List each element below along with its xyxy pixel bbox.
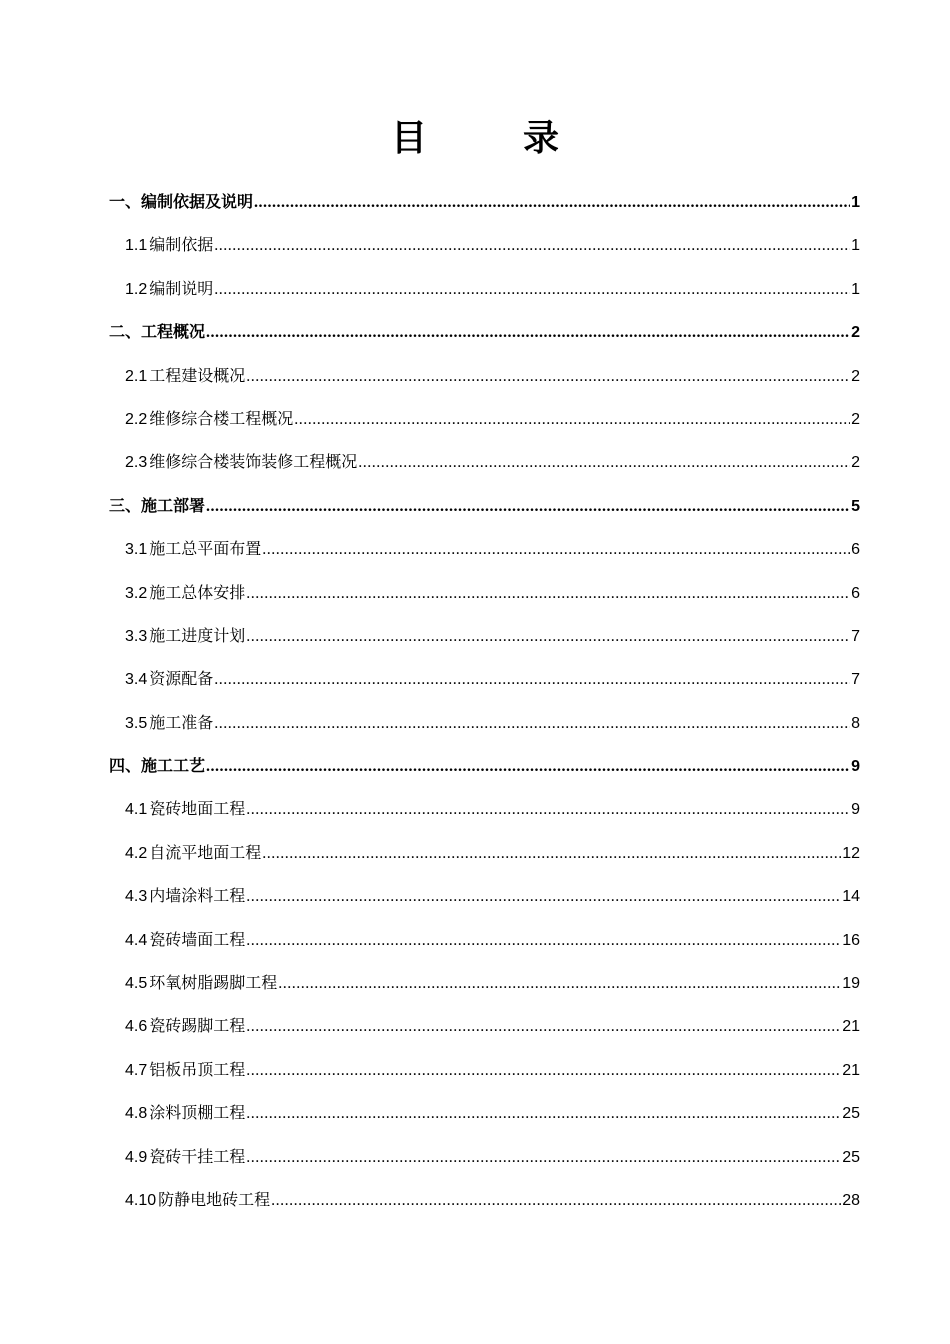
toc-entry[interactable] <box>109 223 860 266</box>
toc-entry-page-number: 1 <box>851 280 860 298</box>
toc-entry[interactable] <box>109 614 860 657</box>
toc-entry-label <box>125 354 245 398</box>
toc-entry-number: 2.2 <box>125 410 148 428</box>
toc-entry[interactable] <box>109 440 860 483</box>
toc-entry[interactable] <box>109 874 860 917</box>
dot-leader <box>246 875 841 918</box>
toc-entry-page-number: 2 <box>851 324 860 342</box>
toc-entry-text: 瓷砖踢脚工程 <box>149 1016 246 1036</box>
toc-entry-page-number: 1 <box>851 237 860 255</box>
dot-leader <box>246 788 850 831</box>
toc-entry[interactable] <box>109 918 860 961</box>
toc-entry-text: 一、编制依据及说明 <box>109 192 254 211</box>
toc-entry-label <box>125 1135 245 1179</box>
dot-leader <box>358 441 850 484</box>
toc-entry[interactable] <box>109 527 860 570</box>
dot-leader <box>278 962 841 1005</box>
toc-entry-number: 3.3 <box>125 627 148 645</box>
toc-entry-number: 1.2 <box>125 280 148 298</box>
toc-entry-page-number: 16 <box>842 931 860 949</box>
dot-leader <box>246 1136 841 1179</box>
toc-entry[interactable] <box>109 961 860 1004</box>
toc-entry-text: 施工总体安排 <box>149 582 246 602</box>
dot-leader <box>262 528 850 571</box>
toc-entry[interactable] <box>109 1091 860 1134</box>
toc-entry-text: 铝板吊顶工程 <box>149 1059 246 1079</box>
toc-entry-label <box>125 701 213 745</box>
dot-leader <box>214 268 850 311</box>
toc-entry[interactable] <box>109 484 860 527</box>
dot-leader <box>254 181 850 224</box>
toc-entry-text: 工程建设概况 <box>149 365 246 385</box>
toc-entry-label <box>125 397 293 441</box>
toc-entry-page-number: 1 <box>851 194 860 211</box>
toc-entry[interactable] <box>109 267 860 310</box>
dot-leader <box>214 224 850 267</box>
toc-entry-text: 维修综合楼工程概况 <box>149 408 294 428</box>
toc-entry[interactable] <box>109 310 860 353</box>
toc-entry-page-number: 25 <box>842 1105 860 1123</box>
toc-entry-label <box>125 527 261 571</box>
dot-leader <box>206 745 850 788</box>
dot-leader <box>262 832 841 875</box>
toc-entry-label <box>125 223 213 267</box>
toc-entry-page-number: 2 <box>851 410 860 428</box>
toc-entry[interactable] <box>109 831 860 874</box>
toc-entry-page-number: 25 <box>842 1148 860 1166</box>
toc-entry-page-number: 21 <box>842 1061 860 1079</box>
toc-entry-number: 4.8 <box>125 1105 148 1123</box>
toc-entry-label <box>125 657 213 701</box>
toc-entry-page-number: 9 <box>851 758 860 776</box>
toc-entry-number: 4.2 <box>125 844 148 862</box>
toc-entry-page-number: 7 <box>851 671 860 689</box>
dot-leader <box>246 615 850 658</box>
toc-entry-label <box>125 267 213 311</box>
toc-entry-label <box>125 961 277 1005</box>
toc-entry-page-number: 14 <box>842 888 860 906</box>
toc-entry-number: 3.2 <box>125 584 148 602</box>
dot-leader <box>246 1049 841 1092</box>
toc-entry-page-number: 8 <box>851 714 860 732</box>
toc-entry-text: 施工进度计划 <box>149 625 246 645</box>
dot-leader <box>246 355 850 398</box>
dot-leader <box>246 1092 841 1135</box>
toc-entry-number: 4.9 <box>125 1148 148 1166</box>
toc-entry[interactable] <box>109 397 860 440</box>
toc-entry-label <box>109 484 205 527</box>
toc-entry-text: 环氧树脂踢脚工程 <box>149 973 278 993</box>
toc-entry-label <box>125 1178 270 1222</box>
toc-entry-page-number: 7 <box>851 627 860 645</box>
toc-entry-label <box>125 1091 245 1135</box>
toc-entry[interactable] <box>109 354 860 397</box>
toc-entry-page-number: 28 <box>842 1191 860 1209</box>
dot-leader <box>206 485 850 528</box>
toc-entry-label <box>125 1004 245 1048</box>
toc-entry-text: 涂料顶棚工程 <box>149 1103 246 1123</box>
toc-entry-number: 3.4 <box>125 671 148 689</box>
dot-leader <box>246 1005 841 1048</box>
toc-entry-number: 4.4 <box>125 931 148 949</box>
toc-entry-text: 瓷砖墙面工程 <box>149 929 246 949</box>
toc-entry-label <box>109 310 205 353</box>
toc-entry-label <box>109 744 205 787</box>
toc-entry[interactable] <box>109 657 860 700</box>
toc-entry-text: 资源配备 <box>149 669 214 689</box>
toc-entry-text: 防静电地砖工程 <box>158 1189 271 1209</box>
toc-entry[interactable] <box>109 571 860 614</box>
dot-leader <box>271 1179 841 1222</box>
toc-entry-label <box>109 180 253 223</box>
toc-entry[interactable] <box>109 701 860 744</box>
toc-entry-number: 3.5 <box>125 714 148 732</box>
table-of-contents <box>109 180 860 1221</box>
toc-entry-text: 施工总平面布置 <box>149 539 262 559</box>
dot-leader <box>214 658 850 701</box>
toc-entry-label <box>125 614 245 658</box>
toc-entry-label <box>125 440 357 484</box>
toc-entry-number: 2.1 <box>125 367 148 385</box>
toc-entry-label <box>125 831 261 875</box>
toc-entry-text: 瓷砖地面工程 <box>149 799 246 819</box>
toc-entry-text: 四、施工工艺 <box>109 756 206 776</box>
toc-entry-text: 编制依据 <box>149 235 214 255</box>
toc-entry[interactable] <box>109 1135 860 1178</box>
toc-entry-number: 2.3 <box>125 454 148 472</box>
toc-entry[interactable] <box>109 1004 860 1047</box>
dot-leader <box>246 572 850 615</box>
toc-entry[interactable] <box>109 1178 860 1221</box>
toc-entry-text: 编制说明 <box>149 278 214 298</box>
toc-entry-number: 4.6 <box>125 1018 148 1036</box>
toc-entry-number: 4.1 <box>125 801 148 819</box>
page-title: 目 录 <box>390 118 589 159</box>
dot-leader <box>214 702 850 745</box>
dot-leader <box>206 311 850 354</box>
toc-entry-page-number: 21 <box>842 1018 860 1036</box>
dot-leader <box>294 398 850 441</box>
toc-entry-number: 4.5 <box>125 975 148 993</box>
toc-entry-text: 施工准备 <box>149 712 214 732</box>
toc-entry-text: 三、施工部署 <box>109 495 206 515</box>
toc-entry-page-number: 6 <box>851 541 860 559</box>
toc-entry-page-number: 2 <box>851 454 860 472</box>
toc-entry-label <box>125 918 245 962</box>
toc-entry-label <box>125 874 245 918</box>
toc-entry[interactable] <box>109 180 860 223</box>
toc-entry[interactable] <box>109 787 860 830</box>
toc-entry-text: 内墙涂料工程 <box>149 886 246 906</box>
toc-entry-page-number: 9 <box>851 801 860 819</box>
toc-entry-text: 自流平地面工程 <box>149 842 262 862</box>
toc-entry-text: 二、工程概况 <box>109 322 206 342</box>
toc-entry-page-number: 2 <box>851 367 860 385</box>
toc-entry-page-number: 6 <box>851 584 860 602</box>
toc-entry-page-number: 19 <box>842 975 860 993</box>
toc-entry-page-number: 12 <box>842 844 860 862</box>
dot-leader <box>246 919 841 962</box>
toc-entry-number: 1.1 <box>125 237 148 255</box>
toc-entry-number: 3.1 <box>125 541 148 559</box>
toc-entry[interactable] <box>109 1048 860 1091</box>
toc-entry-label <box>125 787 245 831</box>
toc-entry[interactable] <box>109 744 860 787</box>
toc-entry-text: 维修综合楼装饰装修工程概况 <box>149 452 358 472</box>
toc-entry-number: 4.3 <box>125 888 148 906</box>
toc-entry-number: 4.10 <box>125 1191 157 1209</box>
toc-entry-label <box>125 571 245 615</box>
toc-entry-number: 4.7 <box>125 1061 148 1079</box>
toc-entry-label <box>125 1048 245 1092</box>
toc-entry-text: 瓷砖干挂工程 <box>149 1146 246 1166</box>
toc-entry-page-number: 5 <box>851 497 860 515</box>
